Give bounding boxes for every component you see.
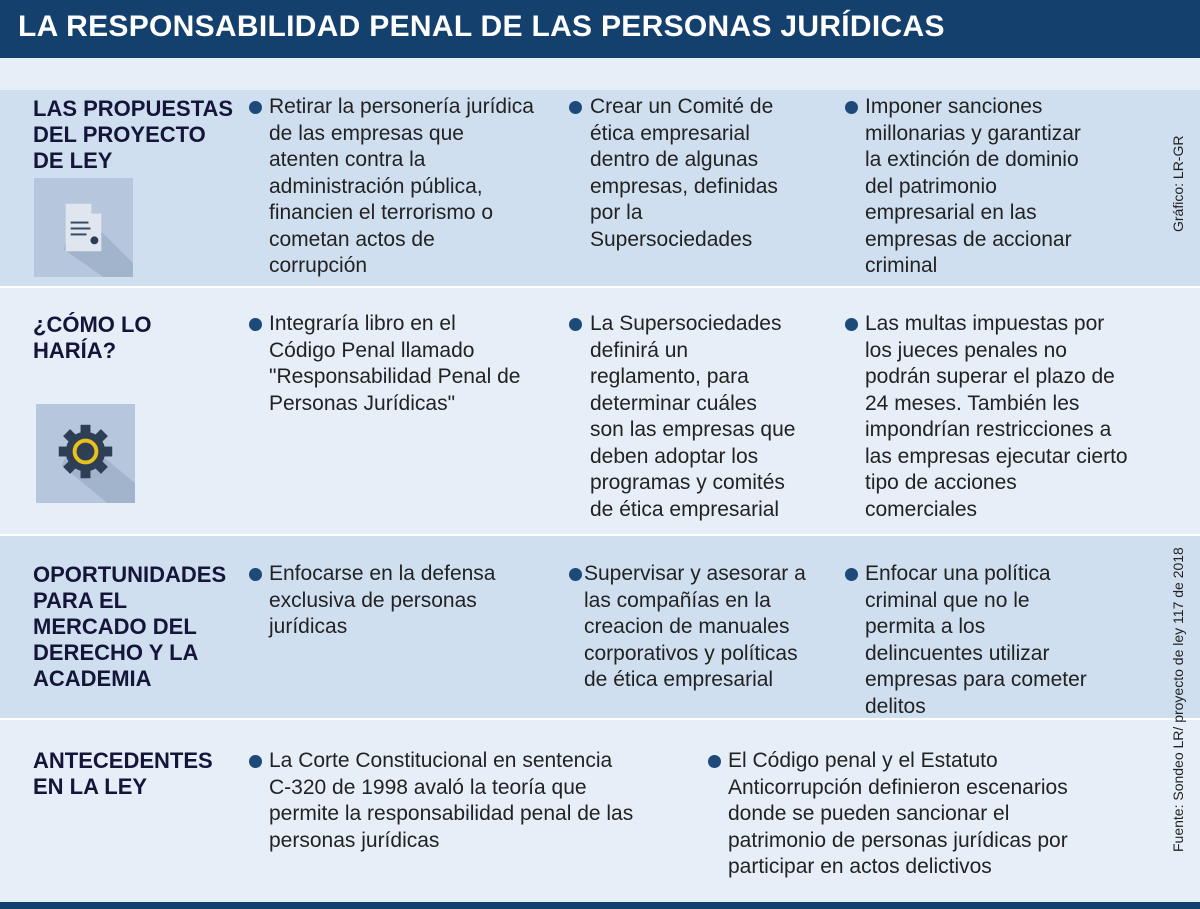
row-title-line: ACADEMIA [33,666,152,691]
list-item-line: personas jurídicas [269,828,440,852]
list-item-line: criminal [865,254,938,277]
row-title-line: DEL PROYECTO [33,122,206,147]
list-item-line: delincuentes utilizar [865,641,1050,665]
list-item-line: las compañías en la [584,588,771,612]
list-item-line: delitos [865,694,926,718]
list-item-line: exclusiva de personas [269,588,477,612]
row-title [33,748,213,800]
list-item [269,94,534,280]
bullet-icon [569,568,582,581]
source-note: Fuente: Sondeo LR/ proyecto de ley 117 de 2018 [1170,547,1186,852]
list-item-line: Las multas impuestas por [865,312,1105,335]
row-title-line: MERCADO DEL [33,614,197,639]
list-item-line: atenten contra la [269,148,426,171]
list-item-line: permita a los [865,615,986,638]
row-title [33,96,233,174]
row-title-line: ANTECEDENTES [33,748,213,773]
row-title-line: LAS PROPUESTAS [33,96,234,121]
list-item-line: Imponer sanciones [865,95,1043,118]
list-item [590,94,778,253]
list-item-line: administración pública, [269,174,483,198]
row-title-line: ¿CÓMO LO [33,312,152,337]
list-item-line: los jueces penales no [865,338,1067,362]
list-item-line: 24 meses. También les [865,391,1080,415]
list-item-line: La Supersociedades [590,312,782,335]
list-item-line: deben adoptar los [590,444,759,468]
list-item [865,94,1081,280]
list-item-line: Anticorrupción definieron escenarios [728,775,1068,799]
list-item-line: Retirar la personería jurídica [269,95,534,118]
list-item-line: millonarias y garantizar [865,121,1081,145]
list-item-line: podrán superar el plazo de [865,365,1115,388]
bullet-icon [249,755,262,768]
bullet-icon [708,755,721,768]
bottom-rule [0,902,1200,909]
list-item [728,748,1068,881]
list-item-line: Enfocar una política [865,562,1051,585]
list-item-line: empresarial en las [865,201,1037,224]
row-title-line: DE LEY [33,148,113,173]
row-title-line: PARA EL [33,588,128,613]
list-item-line: donde se pueden sancionar el [728,802,1010,825]
list-item-line: de ética empresarial [590,497,780,521]
list-item-line: empresas para cometer [865,668,1087,691]
bullet-icon [845,568,858,581]
gear-icon [36,404,135,503]
row-title-line: EN LA LEY [33,774,148,799]
bullet-icon [845,318,858,331]
list-item-line: ética empresarial [590,121,750,145]
list-item-line: las empresas ejecutar cierto [865,444,1128,468]
list-item-line: permite la responsabilidad penal de las [269,802,634,825]
row-title-line: OPORTUNIDADES [33,562,227,587]
list-item [865,561,1087,720]
row-title-line: HARÍA? [33,338,117,363]
list-item-line: La Corte Constitucional en sentencia [269,749,613,772]
bullet-icon [845,101,858,114]
list-item-line: corrupción [269,254,368,277]
list-item-line: impondrían restricciones a [865,418,1112,441]
list-item-line: reglamento, para [590,365,749,388]
list-item [584,561,806,694]
list-item-line: por la [590,201,643,224]
bullet-icon [569,101,582,114]
list-item-line: jurídicas [269,615,348,638]
list-item-line: creacion de manuales [584,615,790,638]
list-item-line: dentro de algunas [590,148,759,171]
list-item-line: financien el terrorismo o [269,201,494,224]
list-item-line: cometan actos de [269,227,435,251]
list-item-line: de las empresas que [269,121,464,145]
row-title [33,312,152,364]
page-title: LA RESPONSABILIDAD PENAL DE LAS PERSONAS JURÍDICAS [18,10,945,43]
list-item-line: criminal que no le [865,588,1030,612]
list-item-line: empresas, definidas [590,174,778,198]
list-item-line: de ética empresarial [584,668,774,691]
list-item [865,311,1128,523]
list-item-line: programas y comités [590,471,785,494]
list-item-line: C-320 de 1998 avaló la teoría que [269,775,587,799]
document-icon [34,178,133,277]
list-item-line: Supersociedades [590,227,753,251]
list-item-line: Supervisar y asesorar a [584,562,806,585]
list-item-line: "Responsabilidad Penal de [269,365,521,388]
list-item-line: del patrimonio [865,174,997,198]
list-item-line: Crear un Comité de [590,95,774,118]
list-item-line: tipo de acciones [865,471,1017,494]
list-item-line: comerciales [865,497,978,521]
graphic-credit: Gráfico: LR-GR [1170,135,1186,232]
spacer-band [0,58,1200,90]
row-title [33,562,226,692]
list-item-line: Enfocarse en la defensa [269,562,496,585]
list-item-line: Código Penal llamado [269,338,475,362]
list-item-line: determinar cuáles [590,391,757,415]
list-item-line: participar en actos delictivos [728,855,992,878]
list-item-line: Personas Jurídicas" [269,391,456,415]
list-item-line: empresas de accionar [865,227,1072,251]
list-item [269,311,520,417]
list-item-line: son las empresas que [590,418,796,441]
list-item-line: la extinción de dominio [865,148,1079,171]
bullet-icon [249,318,262,331]
bullet-icon [249,101,262,114]
list-item-line: Integraría libro en el [269,312,456,335]
list-item-line: definirá un [590,338,689,362]
bullet-icon [249,568,262,581]
list-item-line: El Código penal y el Estatuto [728,749,998,772]
row-title-line: DERECHO Y LA [33,640,199,665]
list-item [590,311,795,523]
bullet-icon [569,318,582,331]
list-item [269,748,633,854]
list-item [269,561,496,641]
header-bar [0,0,1200,58]
list-item-line: corporativos y políticas [584,641,798,665]
list-item-line: patrimonio de personas jurídicas por [728,828,1068,852]
